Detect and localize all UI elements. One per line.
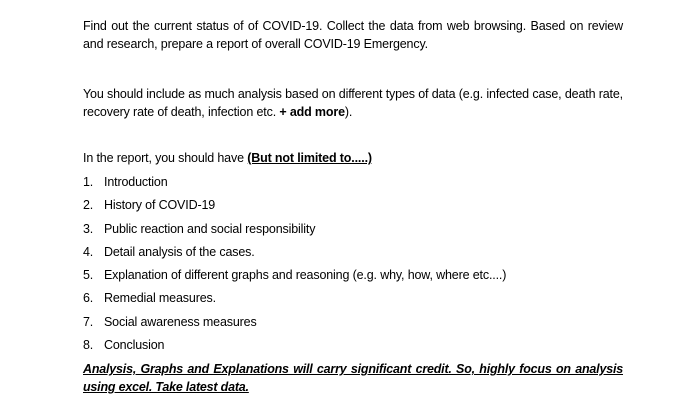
list-number: 5. — [83, 268, 94, 283]
list-text: Conclusion — [104, 338, 165, 353]
list-item — [83, 243, 623, 266]
list-number: 8. — [83, 338, 94, 353]
list-text: Public reaction and social responsibility — [104, 221, 316, 236]
list-text: Detail analysis of the cases. — [104, 244, 255, 259]
list-item — [83, 173, 623, 196]
list-item — [83, 196, 623, 219]
list-text: History of COVID-19 — [104, 198, 216, 213]
analysis-text: You should include as much analysis based on different types of data (e.g. infected case, death rate, recovery rate of death, infection etc. — [83, 87, 623, 119]
list-item — [83, 336, 623, 359]
list-item — [83, 266, 623, 289]
report-intro-paragraph — [83, 149, 623, 167]
list-text: Explanation of different graphs and reasoning (e.g. why, how, where etc....) — [104, 268, 507, 283]
list-text: Social awareness measures — [104, 314, 257, 329]
list-item — [83, 220, 623, 243]
instruction-paragraph: Find out the current status of of COVID-19. Collect the data from web browsing. Based on review and research, prepare a report of overall COVID-19 Emergency. — [83, 19, 623, 51]
list-text: Introduction — [104, 175, 168, 189]
list-number: 1. — [83, 175, 94, 189]
report-intro-text: In the report, you should have — [83, 151, 248, 165]
list-number: 4. — [83, 244, 94, 259]
analysis-end: ). — [344, 105, 353, 119]
list-item — [83, 313, 623, 336]
list-number: 7. — [83, 314, 94, 329]
list-number: 3. — [83, 221, 94, 236]
add-more-text: + add more — [279, 105, 345, 119]
report-sections-list — [83, 173, 623, 359]
list-number: 2. — [83, 198, 94, 213]
footer-note: Analysis, Graphs and Explanations will carry significant credit. So, highly focus on analysis using excel. Take latest data. — [83, 362, 623, 394]
not-limited-text: (But not limited to.....) — [247, 151, 372, 165]
list-number: 6. — [83, 291, 94, 306]
analysis-paragraph — [83, 85, 623, 121]
list-text: Remedial measures. — [104, 291, 216, 306]
list-item — [83, 289, 623, 312]
